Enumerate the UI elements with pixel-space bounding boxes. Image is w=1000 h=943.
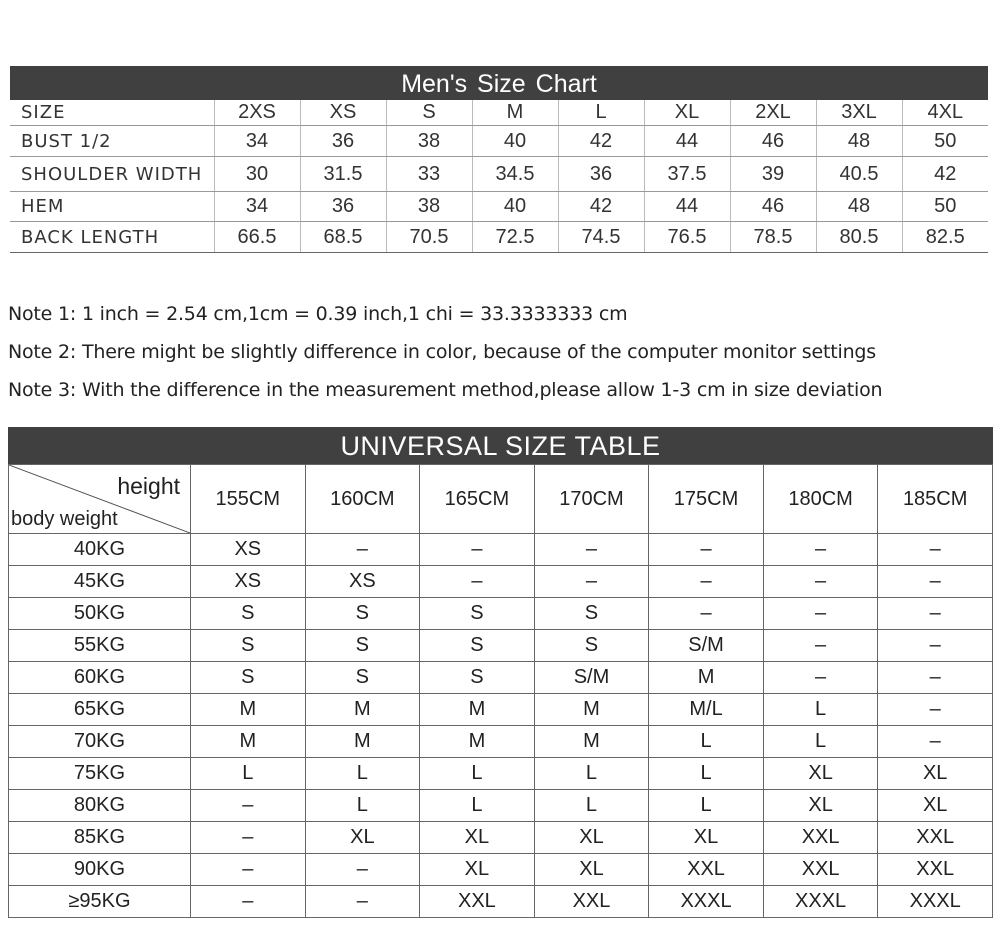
table-cell: 42 (558, 192, 644, 222)
size-recommendation-cell: S (534, 630, 649, 662)
size-recommendation-cell: M (305, 694, 420, 726)
table-cell: 50 (902, 192, 988, 222)
weight-label-cell: 45KG (9, 566, 191, 598)
size-recommendation-cell: XXL (878, 854, 993, 886)
size-recommendation-cell: M (420, 726, 535, 758)
size-header-cell: 2XS (214, 100, 300, 126)
size-header-row (10, 100, 988, 126)
size-recommendation-cell: – (305, 886, 420, 918)
size-recommendation-cell: S (420, 662, 535, 694)
weight-row (9, 566, 993, 598)
universal-table (8, 464, 993, 918)
height-header-cell: 165CM (420, 465, 535, 534)
size-recommendation-cell: L (649, 790, 764, 822)
size-header-cell: S (386, 100, 472, 126)
size-recommendation-cell: M/L (649, 694, 764, 726)
size-recommendation-cell: – (763, 598, 878, 630)
weight-label-cell: 40KG (9, 534, 191, 566)
shoulder-width-row (10, 157, 988, 192)
row-label: HEM (10, 192, 214, 222)
weight-row (9, 534, 993, 566)
row-label: SHOULDER WIDTH (10, 157, 214, 192)
weight-row (9, 822, 993, 854)
size-recommendation-cell: XXL (420, 886, 535, 918)
table-cell: 38 (386, 126, 472, 157)
size-recommendation-cell: S/M (534, 662, 649, 694)
table-cell: 48 (816, 192, 902, 222)
table-cell: 46 (730, 126, 816, 157)
size-recommendation-cell: M (649, 662, 764, 694)
size-recommendation-cell: – (763, 534, 878, 566)
size-header-cell: 2XL (730, 100, 816, 126)
table-cell: 34 (214, 192, 300, 222)
size-recommendation-cell: – (305, 534, 420, 566)
table-cell: 44 (644, 192, 730, 222)
size-recommendation-cell: S (191, 598, 306, 630)
size-recommendation-cell: – (420, 534, 535, 566)
size-recommendation-cell: – (878, 534, 993, 566)
size-recommendation-cell: L (305, 758, 420, 790)
size-recommendation-cell: L (534, 758, 649, 790)
table-cell: 44 (644, 126, 730, 157)
size-recommendation-cell: XS (191, 534, 306, 566)
size-recommendation-cell: XS (191, 566, 306, 598)
mens-size-chart-title: Men's Size Chart (10, 66, 988, 100)
table-cell: 70.5 (386, 222, 472, 253)
size-recommendation-cell: L (191, 758, 306, 790)
size-recommendation-cell: L (420, 758, 535, 790)
size-recommendation-cell: M (191, 694, 306, 726)
table-cell: 76.5 (644, 222, 730, 253)
weight-label-cell: ≥95KG (9, 886, 191, 918)
note-2: Note 2: There might be slightly difference in color, because of the computer monitor settings (8, 341, 876, 363)
size-recommendation-cell: XL (763, 790, 878, 822)
size-recommendation-cell: – (191, 790, 306, 822)
body-weight-axis-label: body weight (11, 508, 118, 530)
weight-label-cell: 65KG (9, 694, 191, 726)
weight-row (9, 598, 993, 630)
size-recommendation-cell: XS (305, 566, 420, 598)
note-1: Note 1: 1 inch = 2.54 cm,1cm = 0.39 inch,1 chi = 33.3333333 cm (8, 303, 628, 325)
table-cell: 40 (472, 192, 558, 222)
size-recommendation-cell: XXL (534, 886, 649, 918)
size-recommendation-cell: S (534, 598, 649, 630)
weight-label-cell: 90KG (9, 854, 191, 886)
weight-row (9, 694, 993, 726)
weight-row (9, 886, 993, 918)
size-recommendation-cell: XXL (763, 854, 878, 886)
table-cell: 34.5 (472, 157, 558, 192)
size-recommendation-cell: XXXL (649, 886, 764, 918)
table-cell: 74.5 (558, 222, 644, 253)
size-recommendation-cell: S (420, 630, 535, 662)
table-cell: 72.5 (472, 222, 558, 253)
table-cell: 39 (730, 157, 816, 192)
size-recommendation-cell: XXL (878, 822, 993, 854)
size-recommendation-cell: XXL (763, 822, 878, 854)
table-cell: 40 (472, 126, 558, 157)
weight-row (9, 630, 993, 662)
size-recommendation-cell: XL (420, 822, 535, 854)
size-recommendation-cell: – (191, 886, 306, 918)
size-recommendation-cell: M (305, 726, 420, 758)
size-header-cell: L (558, 100, 644, 126)
size-recommendation-cell: M (534, 726, 649, 758)
size-recommendation-cell: – (878, 694, 993, 726)
size-recommendation-cell: M (420, 694, 535, 726)
size-recommendation-cell: – (191, 822, 306, 854)
size-recommendation-cell: – (649, 534, 764, 566)
height-axis-label: height (117, 473, 180, 499)
size-recommendation-cell: L (534, 790, 649, 822)
size-recommendation-cell: – (305, 854, 420, 886)
table-cell: 38 (386, 192, 472, 222)
size-recommendation-cell: XL (534, 822, 649, 854)
size-recommendation-cell: S (191, 630, 306, 662)
size-recommendation-cell: S/M (649, 630, 764, 662)
table-cell: 40.5 (816, 157, 902, 192)
table-cell: 48 (816, 126, 902, 157)
size-recommendation-cell: S (305, 598, 420, 630)
weight-label-cell: 85KG (9, 822, 191, 854)
size-recommendation-cell: XL (420, 854, 535, 886)
size-recommendation-cell: S (191, 662, 306, 694)
size-recommendation-cell: – (878, 726, 993, 758)
universal-size-table (8, 427, 993, 918)
size-recommendation-cell: – (191, 854, 306, 886)
table-cell: 42 (902, 157, 988, 192)
mens-size-table (10, 100, 988, 253)
size-recommendation-cell: – (534, 566, 649, 598)
size-recommendation-cell: S (305, 662, 420, 694)
table-cell: 42 (558, 126, 644, 157)
size-recommendation-cell: – (649, 598, 764, 630)
size-recommendation-cell: – (878, 566, 993, 598)
height-header-cell: 180CM (763, 465, 878, 534)
weight-row (9, 790, 993, 822)
size-header-cell: XL (644, 100, 730, 126)
note-3: Note 3: With the difference in the measurement method,please allow 1-3 cm in size deviation (8, 379, 883, 401)
row-label: BACK LENGTH (10, 222, 214, 253)
back-length-row (10, 222, 988, 253)
table-cell: 36 (300, 126, 386, 157)
size-recommendation-cell: – (763, 662, 878, 694)
weight-label-cell: 80KG (9, 790, 191, 822)
table-cell: 33 (386, 157, 472, 192)
size-recommendation-cell: L (420, 790, 535, 822)
table-cell: 50 (902, 126, 988, 157)
size-header-cell: 3XL (816, 100, 902, 126)
size-recommendation-cell: XL (534, 854, 649, 886)
table-cell: 37.5 (644, 157, 730, 192)
hem-row (10, 192, 988, 222)
corner-cell (9, 465, 191, 534)
size-header-cell: M (472, 100, 558, 126)
weight-row (9, 854, 993, 886)
weight-row (9, 662, 993, 694)
size-recommendation-cell: XXL (649, 854, 764, 886)
weight-row (9, 758, 993, 790)
size-recommendation-cell: – (534, 534, 649, 566)
size-recommendation-cell: – (649, 566, 764, 598)
size-recommendation-cell: XL (305, 822, 420, 854)
universal-size-table-title: UNIVERSAL SIZE TABLE (8, 427, 993, 464)
table-cell: 30 (214, 157, 300, 192)
height-header-cell: 185CM (878, 465, 993, 534)
table-cell: 36 (300, 192, 386, 222)
size-recommendation-cell: XXXL (878, 886, 993, 918)
row-label: BUST 1/2 (10, 126, 214, 157)
size-recommendation-cell: XL (878, 758, 993, 790)
size-recommendation-cell: – (420, 566, 535, 598)
table-cell: 66.5 (214, 222, 300, 253)
height-header-cell: 170CM (534, 465, 649, 534)
size-recommendation-cell: S (305, 630, 420, 662)
weight-label-cell: 75KG (9, 758, 191, 790)
table-cell: 78.5 (730, 222, 816, 253)
table-cell: 80.5 (816, 222, 902, 253)
size-recommendation-cell: XL (878, 790, 993, 822)
height-header-cell: 175CM (649, 465, 764, 534)
size-recommendation-cell: XL (649, 822, 764, 854)
height-header-row (9, 465, 993, 534)
weight-label-cell: 60KG (9, 662, 191, 694)
weight-label-cell: 55KG (9, 630, 191, 662)
table-cell: 82.5 (902, 222, 988, 253)
size-recommendation-cell: XXXL (763, 886, 878, 918)
table-cell: 46 (730, 192, 816, 222)
table-cell: 31.5 (300, 157, 386, 192)
table-cell: 34 (214, 126, 300, 157)
row-label: SIZE (10, 100, 214, 126)
notes-section (8, 298, 993, 412)
weight-label-cell: 50KG (9, 598, 191, 630)
size-recommendation-cell: – (763, 630, 878, 662)
weight-label-cell: 70KG (9, 726, 191, 758)
height-header-cell: 160CM (305, 465, 420, 534)
size-recommendation-cell: – (878, 598, 993, 630)
size-recommendation-cell: M (534, 694, 649, 726)
size-header-cell: 4XL (902, 100, 988, 126)
size-recommendation-cell: L (763, 726, 878, 758)
table-cell: 36 (558, 157, 644, 192)
size-recommendation-cell: L (649, 758, 764, 790)
size-recommendation-cell: – (878, 630, 993, 662)
size-recommendation-cell: S (420, 598, 535, 630)
size-recommendation-cell: L (305, 790, 420, 822)
size-recommendation-cell: – (878, 662, 993, 694)
size-recommendation-cell: L (649, 726, 764, 758)
height-header-cell: 155CM (191, 465, 306, 534)
mens-size-chart (10, 66, 988, 253)
size-header-cell: XS (300, 100, 386, 126)
size-recommendation-cell: L (763, 694, 878, 726)
bust-row (10, 126, 988, 157)
size-recommendation-cell: – (763, 566, 878, 598)
weight-row (9, 726, 993, 758)
size-recommendation-cell: M (191, 726, 306, 758)
table-cell: 68.5 (300, 222, 386, 253)
size-recommendation-cell: XL (763, 758, 878, 790)
